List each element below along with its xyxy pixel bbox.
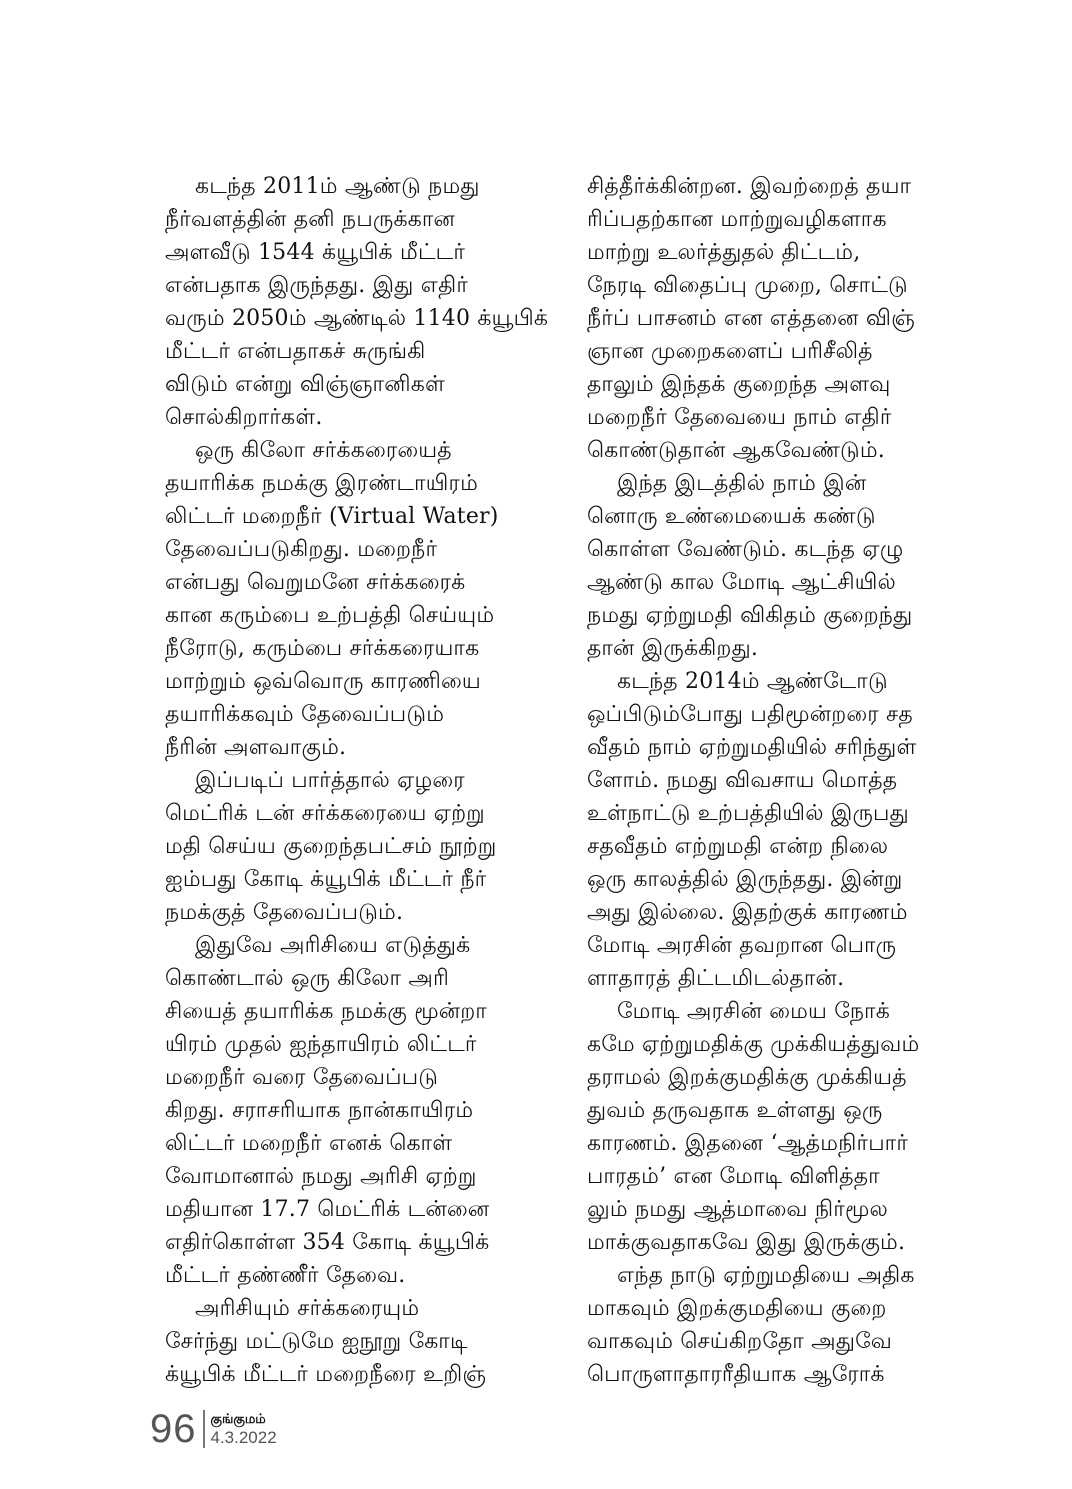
text-line: மாற்றும் ஒவ்வொரு காரணியை	[165, 669, 481, 694]
text-line: தேவைப்படுகிறது. மறைநீர்	[165, 537, 438, 562]
text-line: கிறது. சராசரியாக நான்காயிரம்	[165, 1098, 474, 1123]
text-line: சதவீதம் எற்றுமதி என்ற நிலை	[587, 834, 889, 859]
text-line: தயாரிக்கவும் தேவைப்படும்	[165, 702, 445, 727]
page-footer	[150, 1404, 277, 1454]
text-line: கான கரும்பை உற்பத்தி செய்யும்	[165, 603, 495, 628]
text-line: யிரம் முதல் ஐந்தாயிரம் லிட்டர்	[165, 1032, 477, 1057]
text-line: மறைநீர் தேவையை நாம் எதிர்	[587, 405, 892, 430]
article-paragraph	[587, 1259, 977, 1391]
text-line: நீர்ப் பாசனம் என எத்தனை விஞ்	[587, 306, 915, 331]
article-paragraph	[165, 1292, 555, 1391]
text-line: இதுவே அரிசியை எடுத்துக்	[195, 933, 471, 958]
text-line: நீரின் அளவாகும்.	[165, 735, 347, 760]
footer-meta	[211, 1411, 277, 1447]
text-line: ளோம். நமது விவசாய மொத்த	[587, 768, 898, 793]
text-line: இப்படிப் பார்த்தால் ஏழரை	[195, 768, 465, 793]
text-line: மீட்டர் என்பதாகச் சுருங்கி	[165, 339, 426, 364]
text-line: தயாரிக்க நமக்கு இரண்டாயிரம்	[165, 471, 478, 496]
text-line: என்பது வெறுமனே சர்க்கரைக்	[165, 570, 466, 595]
text-line: அரிசியும் சர்க்கரையும்	[195, 1296, 420, 1321]
text-line: கொண்டுதான் ஆகவேண்டும்.	[587, 438, 885, 463]
article-right-column	[587, 170, 977, 1391]
text-line: தராமல் இறக்குமதிக்கு முக்கியத்	[587, 1065, 907, 1090]
article-paragraph	[165, 434, 555, 764]
text-line: ஒரு காலத்தில் இருந்தது. இன்று	[587, 867, 903, 892]
text-line: மதி செய்ய குறைந்தபட்சம் நூற்று	[165, 834, 497, 859]
text-line: காரணம். இதனை ‘ஆத்மநிர்பார்	[587, 1131, 909, 1156]
text-line: துவம் தருவதாக உள்ளது ஒரு	[587, 1098, 883, 1123]
article-paragraph	[165, 170, 555, 434]
magazine-name: குங்குமம்	[210, 1412, 266, 1427]
text-line: ளாதாரத் திட்டமிடல்தான்.	[587, 966, 845, 991]
text-line: ஐம்பது கோடி க்யூபிக் மீட்டர் நீர்	[165, 867, 487, 892]
text-line: மதியான 17.7 மெட்ரிக் டன்னை	[165, 1197, 490, 1222]
article-paragraph	[587, 665, 977, 995]
text-line: எந்த நாடு ஏற்றுமதியை அதிக	[617, 1263, 915, 1288]
text-line: சியைத் தயாரிக்க நமக்கு மூன்றா	[165, 999, 487, 1024]
text-line: விடும் என்று விஞ்ஞானிகள்	[165, 372, 446, 397]
text-line: கடந்த 2011ம் ஆண்டு நமது	[195, 174, 480, 199]
text-line: பாரதம்’ என மோடி விளித்தா	[587, 1164, 880, 1189]
text-line: கமே ஏற்றுமதிக்கு முக்கியத்துவம்	[587, 1032, 920, 1057]
text-line: மாக்குவதாகவே இது இருக்கும்.	[587, 1230, 906, 1255]
article-paragraph	[587, 170, 977, 467]
text-line: நமது ஏற்றுமதி விகிதம் குறைந்து	[587, 603, 913, 628]
text-line: நீரோடு, கரும்பை சர்க்கரையாக	[165, 636, 480, 661]
text-line: கொண்டால் ஒரு கிலோ அரி	[165, 966, 450, 991]
text-line: என்பதாக இருந்தது. இது எதிர்	[165, 273, 469, 298]
text-line: லிட்டர் மறைநீர் எனக் கொள்	[165, 1131, 453, 1156]
text-line: சித்தீர்க்கின்றன. இவற்றைத் தயா	[587, 174, 912, 199]
page-number: 96	[150, 1407, 197, 1451]
text-line: ரிப்பதற்கான மாற்றுவழிகளாக	[587, 207, 887, 232]
text-line: ஞான முறைகளைப் பரிசீலித்	[587, 339, 873, 364]
text-line: அளவீடு 1544 க்யூபிக் மீட்டர்	[165, 240, 466, 265]
text-line: லிட்டர் மறைநீர் (Virtual Water)	[165, 504, 499, 529]
text-line: மெட்ரிக் டன் சர்க்கரையை ஏற்று	[165, 801, 485, 826]
text-line: உள்நாட்டு உற்பத்தியில் இருபது	[587, 801, 909, 826]
text-line: வாகவும் செய்கிறதோ அதுவே	[587, 1329, 892, 1354]
issue-date: 4.3.2022	[210, 1428, 277, 1447]
text-line: மாற்று உலர்த்துதல் திட்டம்,	[587, 240, 861, 265]
article-paragraph	[587, 467, 977, 665]
article-paragraph	[587, 995, 977, 1259]
text-line: நீர்வளத்தின் தனி நபருக்கான	[165, 207, 456, 232]
text-line: அது இல்லை. இதற்குக் காரணம்	[587, 900, 908, 925]
text-line: நேரடி விதைப்பு முறை, சொட்டு	[587, 273, 908, 298]
text-line: லும் நமது ஆத்மாவை நிர்மூல	[587, 1197, 889, 1222]
text-line: ஒரு கிலோ சர்க்கரையைத்	[195, 438, 452, 463]
footer-divider	[203, 1410, 205, 1448]
text-line: மாகவும் இறக்குமதியை குறை	[587, 1296, 887, 1321]
text-line: பொருளாதாரரீதியாக ஆரோக்	[587, 1362, 885, 1387]
text-line: மறைநீர் வரை தேவைப்படு	[165, 1065, 439, 1090]
text-line: கடந்த 2014ம் ஆண்டோடு	[617, 669, 888, 694]
text-line: மீட்டர் தண்ணீர் தேவை.	[165, 1263, 406, 1288]
text-line: தான் இருக்கிறது.	[587, 636, 759, 661]
text-line: ஒப்பிடும்போது பதிமூன்றரை சத	[587, 702, 913, 727]
text-line: வீதம் நாம் ஏற்றுமதியில் சரிந்துள்	[587, 735, 917, 760]
text-line: எதிர்கொள்ள 354 கோடி க்யூபிக்	[165, 1230, 490, 1255]
article-paragraph	[165, 929, 555, 1292]
text-line: மோடி அரசின் தவறான பொரு	[587, 933, 897, 958]
text-line: கொள்ள வேண்டும். கடந்த ஏழு	[587, 537, 904, 562]
text-line: தாலும் இந்தக் குறைந்த அளவு	[587, 372, 891, 397]
article-paragraph	[165, 764, 555, 929]
text-line: க்யூபிக் மீட்டர் மறைநீரை உறிஞ்	[165, 1362, 487, 1387]
text-line: வரும் 2050ம் ஆண்டில் 1140 க்யூபிக்	[165, 306, 549, 331]
text-line: ஆண்டு கால மோடி ஆட்சியில்	[587, 570, 896, 595]
article-left-column	[165, 170, 555, 1391]
text-line: இந்த இடத்தில் நாம் இன்	[617, 471, 867, 496]
text-line: சொல்கிறார்கள்.	[165, 405, 323, 430]
text-line: வோமானால் நமது அரிசி ஏற்று	[165, 1164, 477, 1189]
text-line: சேர்ந்து மட்டுமே ஐநூறு கோடி	[165, 1329, 468, 1354]
text-line: நமக்குத் தேவைப்படும்.	[165, 900, 404, 925]
text-line: மோடி அரசின் மைய நோக்	[617, 999, 890, 1024]
text-line: னொரு உண்மையைக் கண்டு	[587, 504, 876, 529]
